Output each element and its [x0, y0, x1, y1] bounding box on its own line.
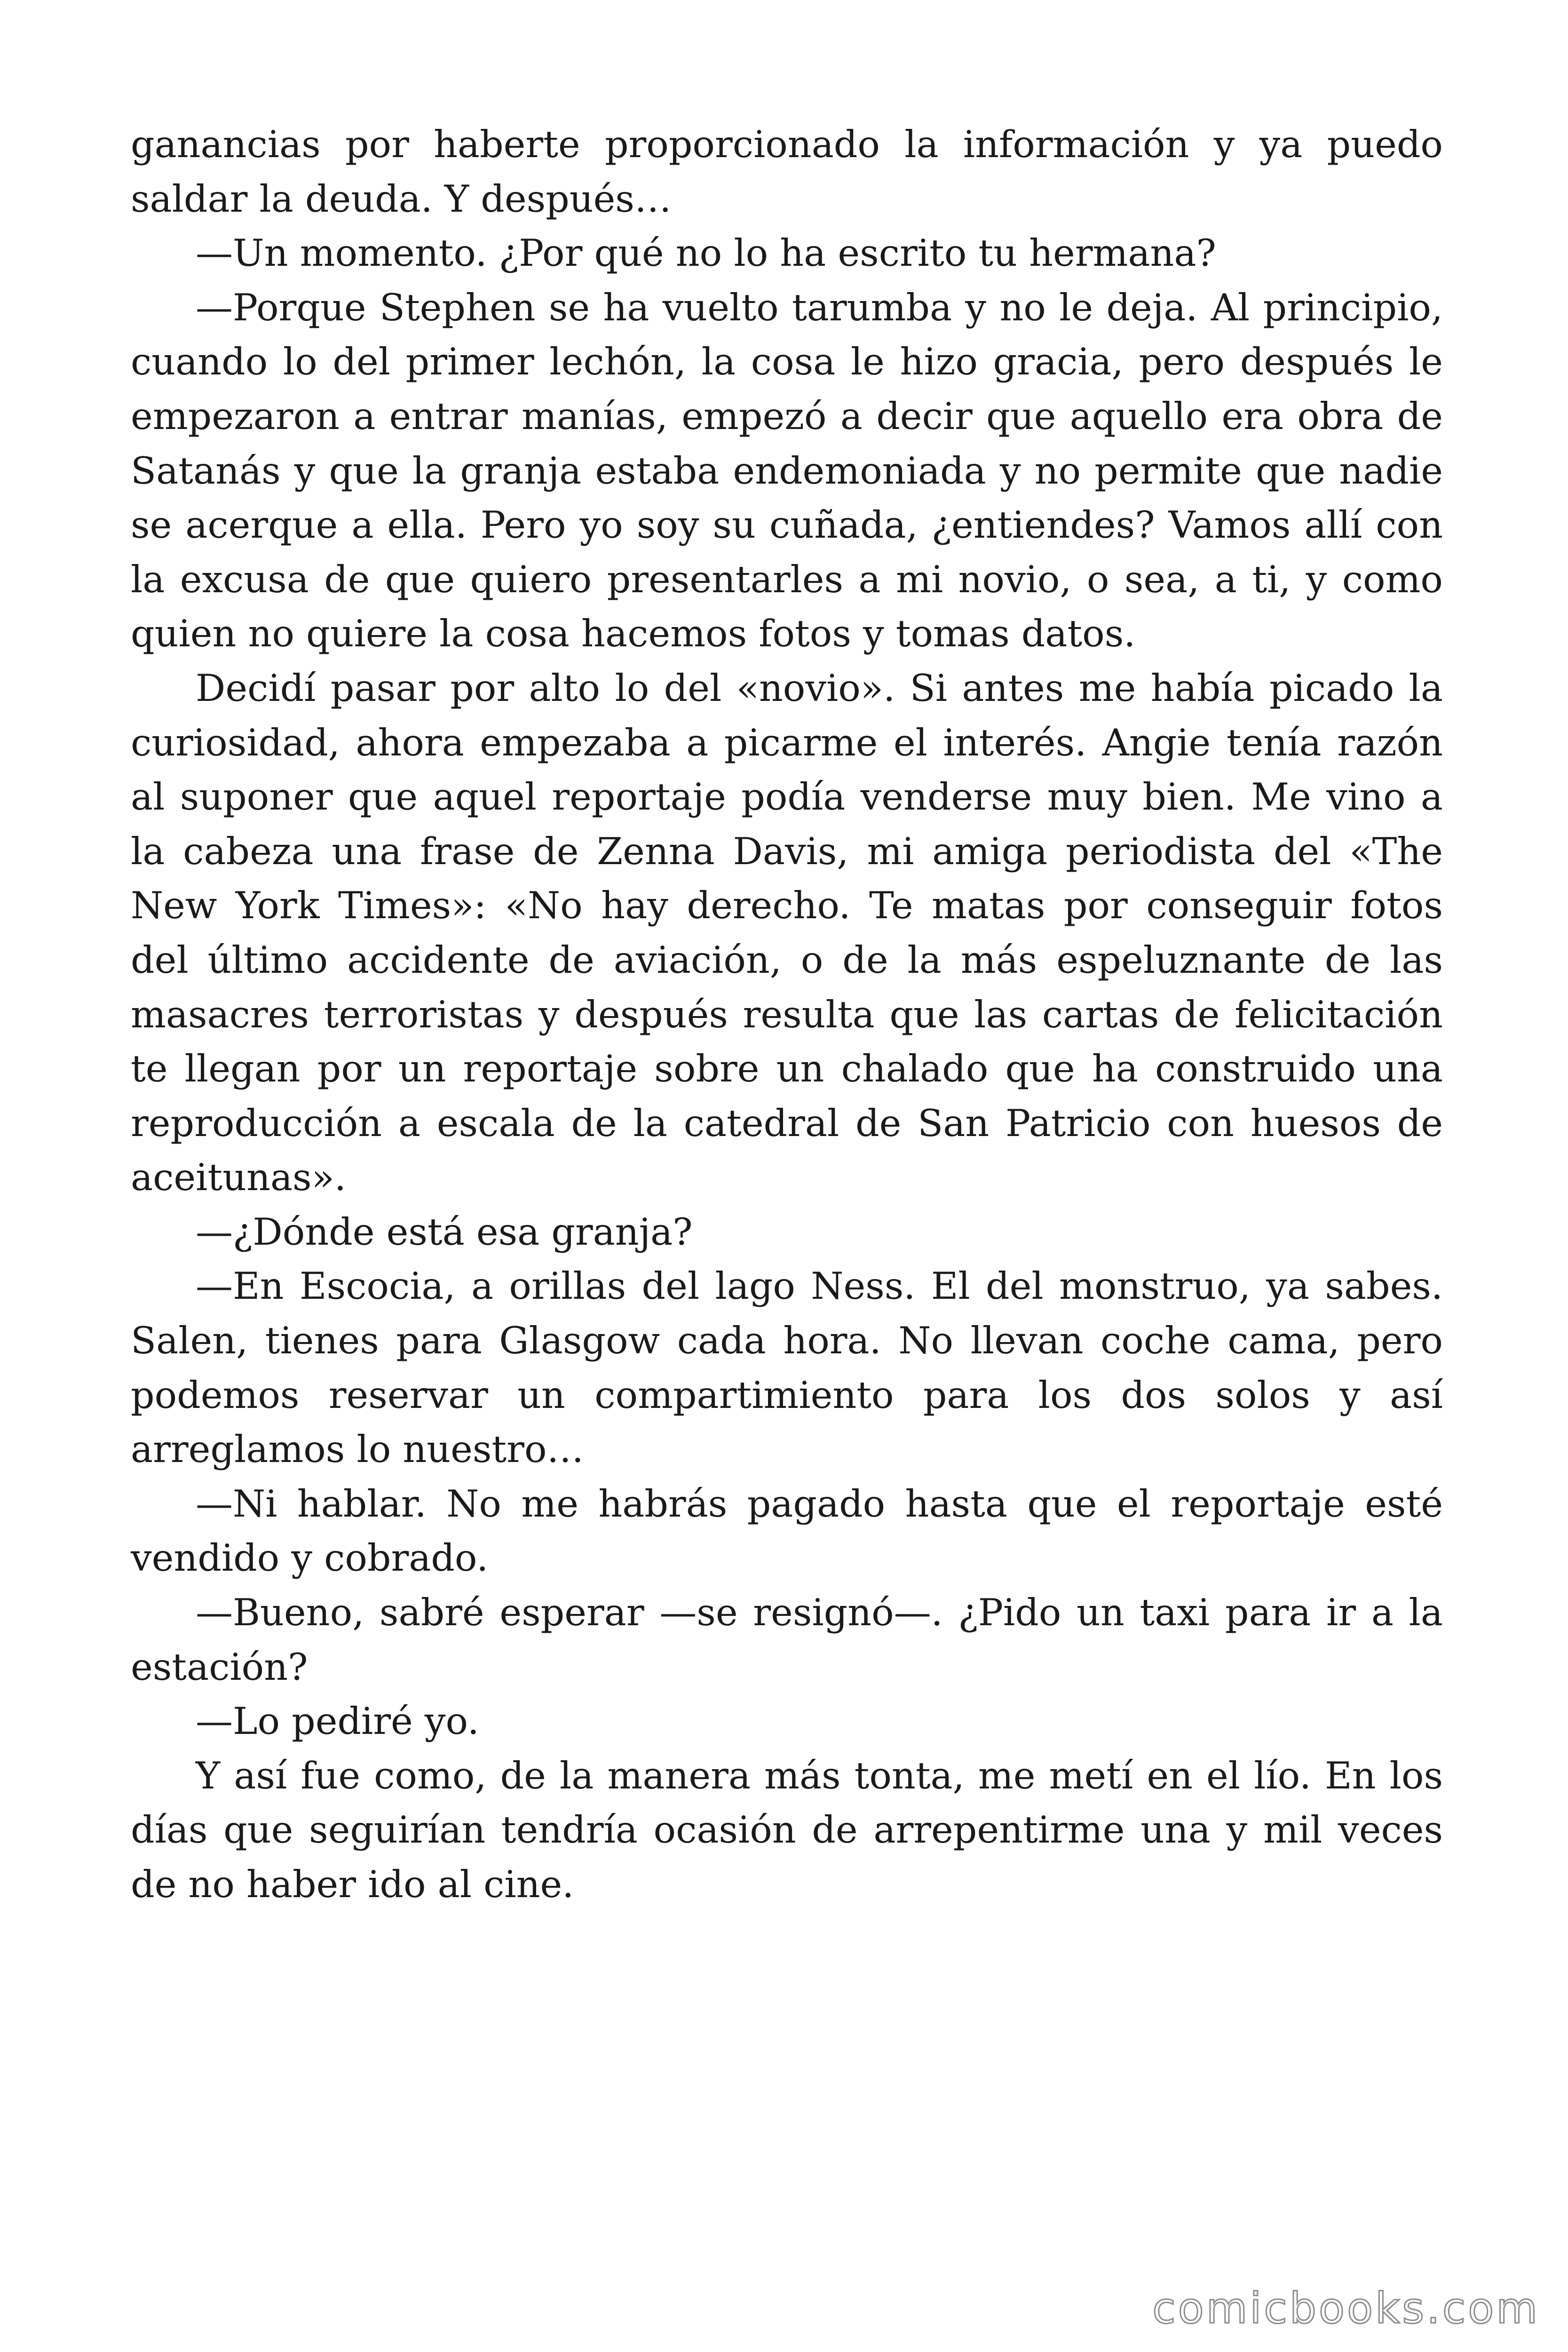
paragraph: —Lo pediré yo. — [196, 1700, 479, 1743]
body-text — [131, 118, 1443, 1912]
paragraph: ganancias por haberte proporcionado la información y ya puedo saldar la deuda. Y después… — [131, 123, 1443, 221]
paragraph: Decidí pasar por alto lo del «novio». Si antes me había picado la curiosidad, ahora empezaba a picarme el interés. Angie tenía razón al suponer que aquel reportaje podía venderse muy bien. Me vino a la cabeza una frase de Zenna Davis, mi amiga periodista del «The New York Times»: «No hay derecho. Te matas por conseguir fotos del último accidente de aviación, o de la más espeluznante de las masacres terroristas y después resulta que las cartas de felicitación te llegan por un reportaje sobre un chalado que ha construido una reproducción a escala de la catedral de San Patricio con huesos de aceitunas». — [131, 666, 1443, 1200]
paragraph: —Ni hablar. No me habrás pagado hasta que el reportaje esté vendido y cobrado. — [131, 1482, 1443, 1580]
paragraph: —Porque Stephen se ha vuelto tarumba y no le deja. Al principio, cuando lo del primer lechón, la cosa le hizo gracia, pero después le empezaron a entrar manías, empezó a decir que aquello era obra de Satanás y que la granja estaba endemoniada y no permite que nadie se acerque a ella. Pero yo soy su cuñada, ¿entiendes? Vamos allí con la excusa de que quiero presentarles a mi novio, o sea, a ti, y como quien no quiere la cosa hacemos fotos y tomas datos. — [131, 286, 1443, 656]
paragraph: —Un momento. ¿Por qué no lo ha escrito tu hermana? — [196, 231, 1216, 275]
paragraph: —Bueno, sabré esperar —se resignó—. ¿Pido un taxi para ir a la estación? — [131, 1591, 1443, 1689]
paragraph: —¿Dónde está esa granja? — [196, 1210, 693, 1254]
watermark: comicbooks.com — [1152, 2284, 1540, 2333]
paragraph: —En Escocia, a orillas del lago Ness. El del monstruo, ya sabes. Salen, tienes para Glasgow cada hora. No llevan coche cama, pero podemos reservar un compartimiento para los dos solos y así arreglamos lo nuestro… — [131, 1264, 1443, 1471]
paragraph: Y así fue como, de la manera más tonta, me metí en el lío. En los días que seguirían tendría ocasión de arrepentirme una y mil veces de no haber ido al cine. — [131, 1754, 1443, 1906]
